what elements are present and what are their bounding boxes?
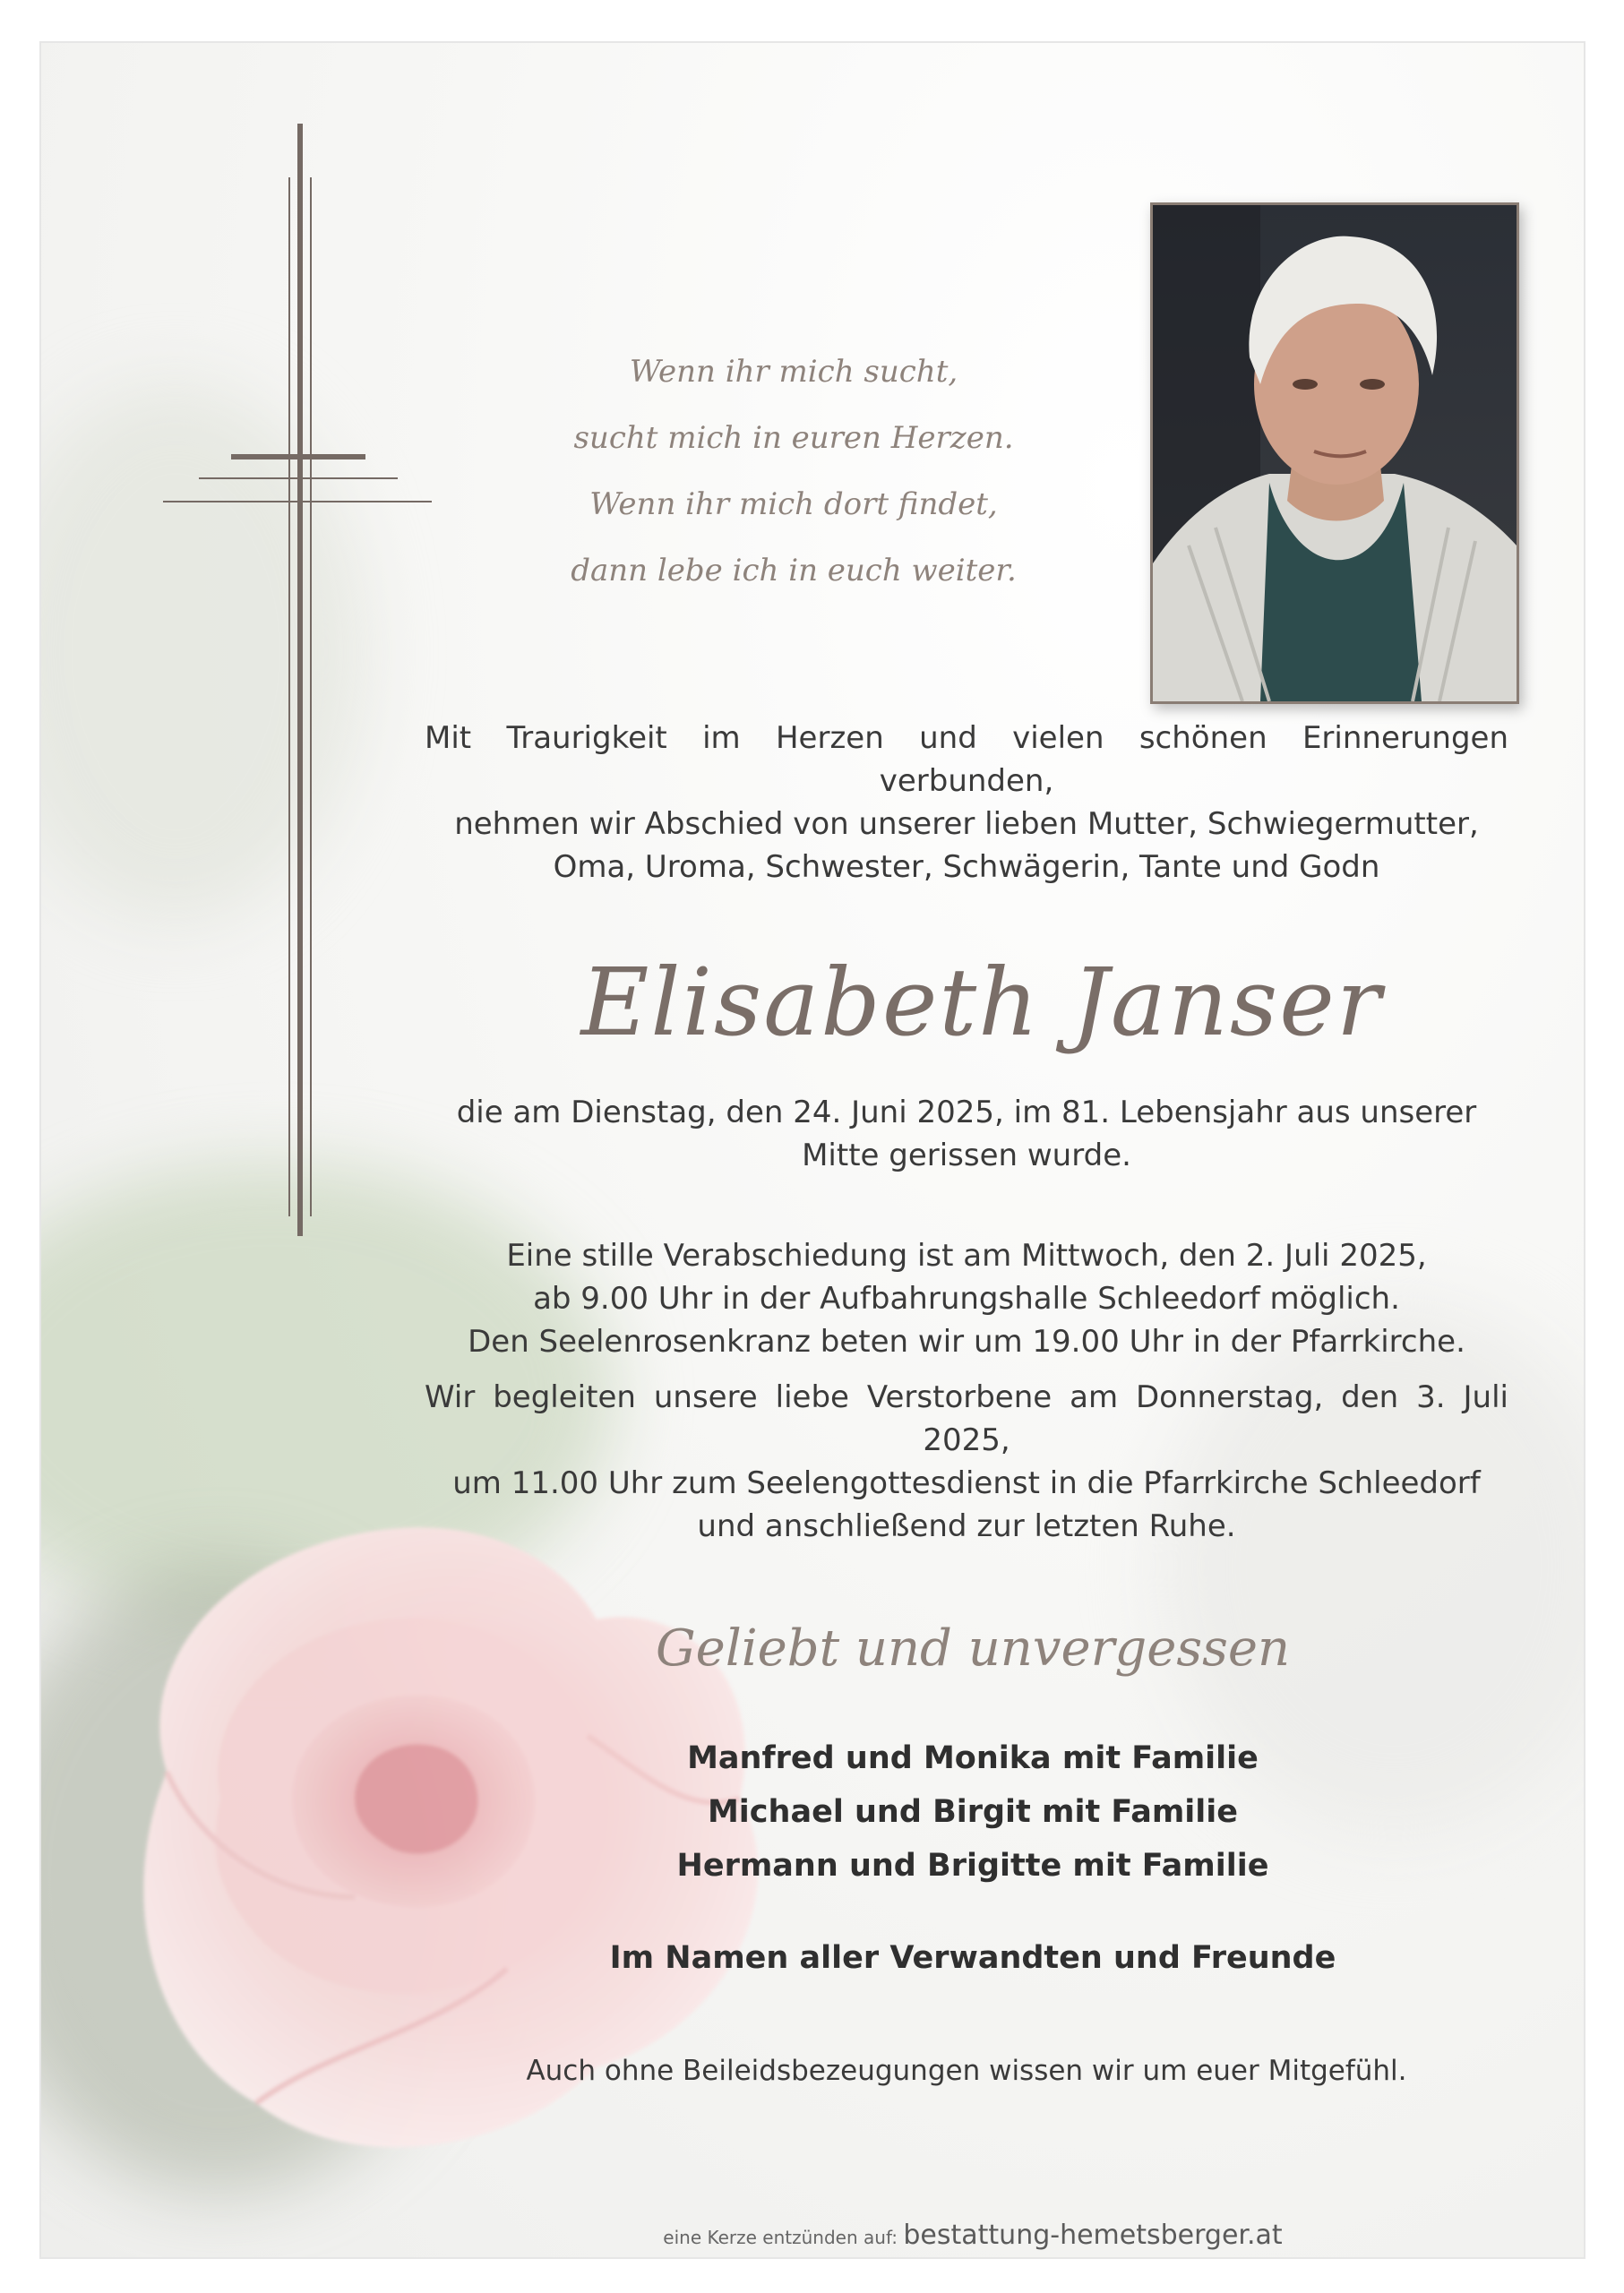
- farewell-line: Eine stille Verabschiedung ist am Mittwoch, den 2. Juli 2025,: [506, 1238, 1427, 1274]
- death-notice-line: die am Dienstag, den 24. Juni 2025, im 81. Lebensjahr aus unserer: [456, 1095, 1477, 1130]
- death-notice: [425, 1091, 1508, 1177]
- relatives-line: Im Namen aller Verwandten und Freunde: [609, 1940, 1336, 1976]
- quote-line: sucht mich in euren Herzen.: [573, 420, 1014, 456]
- background-highlight: [39, 383, 364, 921]
- farewell-line: ab 9.00 Uhr in der Aufbahrungshalle Schleedorf möglich.: [533, 1281, 1400, 1317]
- intro-paragraph: [425, 717, 1508, 889]
- family-line: Hermann und Brigitte mit Familie: [676, 1848, 1269, 1884]
- quote-line: Wenn ihr mich sucht,: [629, 354, 958, 390]
- farewell-paragraph: [425, 1234, 1508, 1363]
- family-line: Manfred und Monika mit Familie: [687, 1740, 1259, 1776]
- quote-line: Wenn ihr mich dort findet,: [589, 486, 998, 522]
- condolence-note: Auch ohne Beileidsbezeugungen wissen wir um euer Mitgefühl.: [526, 2055, 1407, 2087]
- funeral-line: um 11.00 Uhr zum Seelengottesdienst in die Pfarrkirche Schleedorf: [452, 1465, 1481, 1501]
- funeral-paragraph: [425, 1376, 1508, 1548]
- footer-url-link[interactable]: bestattung-hemetsberger.at: [903, 2220, 1283, 2251]
- funeral-line: Wir begleiten unsere liebe Verstorbene am Donnerstag, den 3. Juli 2025,: [425, 1379, 1508, 1458]
- obituary-card: [39, 41, 1585, 2259]
- farewell-line: Den Seelenrosenkranz beten wir um 19.00 Uhr in der Pfarrkirche.: [468, 1324, 1465, 1360]
- pink-rose-image: [59, 1476, 1044, 2211]
- funeral-line: und anschließend zur letzten Ruhe.: [697, 1508, 1236, 1544]
- intro-line: Oma, Uroma, Schwester, Schwägerin, Tante und Godn: [553, 849, 1380, 885]
- footer: [543, 2220, 1403, 2251]
- footer-prefix: eine Kerze entzünden auf:: [663, 2227, 898, 2248]
- deceased-name: Elisabeth Janser: [580, 948, 1383, 1057]
- portrait-photo: [1150, 202, 1519, 704]
- death-notice-line: Mitte gerissen wurde.: [802, 1138, 1131, 1173]
- quote-line: dann lebe ich in euch weiter.: [571, 553, 1017, 588]
- motto-heading: Geliebt und unvergessen: [655, 1619, 1291, 1678]
- memorial-quote: [525, 339, 1062, 604]
- intro-line: nehmen wir Abschied von unserer lieben Mutter, Schwiegermutter,: [454, 806, 1479, 842]
- intro-line: Mit Traurigkeit im Herzen und vielen schönen Erinnerungen verbunden,: [425, 720, 1508, 799]
- family-line: Michael und Birgit mit Familie: [707, 1794, 1239, 1830]
